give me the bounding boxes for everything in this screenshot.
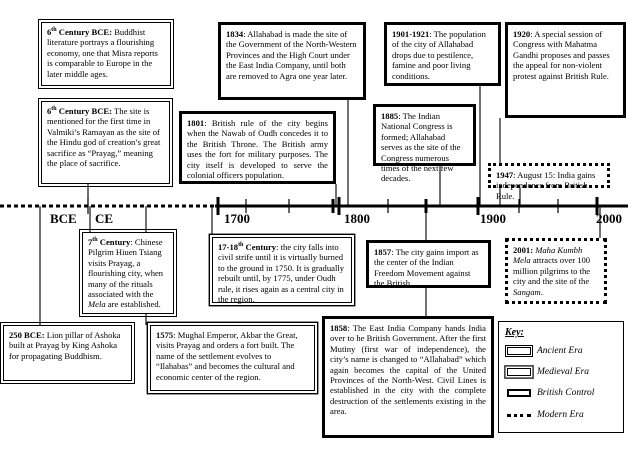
event-label: 1947: [496, 170, 514, 180]
event-6th-century-bce-ramayan: [41, 101, 170, 184]
event-1920: [505, 22, 626, 118]
axis-label-ce: CE: [95, 211, 114, 226]
axis-label-1700: 1700: [224, 211, 250, 226]
event-text: : the city falls into civil strife until it is virtually burned to the ground in 1750. It is gradually rebuilt until, by 1775, under Oudh rule, it rises again as a central city in the region.: [218, 242, 345, 305]
event-text: : The East India Company hands India over to he British Government. After the first Mutiny (first war of independence), the city’s name is changed to “Allahabad” which again becomes the capital of the United Provinces of the North-West. Civil Lines is established in the city with the complete destruction of the settlements existing in the area.: [330, 323, 486, 417]
axis-label-bce: BCE: [50, 211, 77, 226]
event-1901-1921: [384, 22, 501, 86]
legend: [498, 321, 624, 433]
event-1575: [150, 325, 315, 391]
event-text: : British rule of the city begins when the Nawab of Oudh concedes it to the British Throne. The British army uses the fort for military purposes. The city itself is developed to serve the colonial officers population.: [187, 118, 328, 181]
event-label: 1834: [226, 29, 244, 39]
event-italic: Maha Kumbh Mela: [513, 245, 583, 266]
event-6th-century-bce-economy: [41, 22, 171, 86]
event-label: 1857: [374, 247, 392, 257]
event-label: 1858: [330, 323, 348, 333]
legend-item-british: [507, 386, 594, 400]
event-label: 1801: [187, 118, 205, 128]
event-1858: [322, 316, 494, 438]
event-label: 250 BCE:: [9, 330, 45, 340]
event-1857: [366, 240, 491, 288]
axis-label-1800: 1800: [344, 211, 370, 226]
event-text: : Mughal Emperor, Akbar the Great, visits Prayag and orders a fort built. The name of the settlement evolves to “Ilahabas” and becomes the cultural and economic center of the region.: [156, 330, 298, 382]
legend-label: Ancient Era: [537, 346, 583, 356]
legend-item-medieval: [507, 365, 589, 379]
event-label: 6th Century BCE:: [47, 27, 113, 37]
event-label: 1885: [381, 111, 399, 121]
legend-item-ancient: [507, 344, 583, 358]
event-label: 17-18th Century: [218, 242, 277, 252]
event-label: 2001:: [513, 245, 534, 255]
legend-swatch-modern: [507, 414, 531, 417]
event-label: 7th Century: [88, 237, 131, 247]
event-1885: [373, 104, 476, 184]
event-text: : Allahabad is made the site of the Government of the North-Western Provinces and the High Court under the East India Company, until both are removed to Agra one year later.: [226, 29, 357, 81]
event-label: 1575: [156, 330, 174, 340]
event-17-18th-century: [212, 237, 352, 303]
event-text: : The Indian National Congress is formed; Allahabad serves as the site of the Congress numerous times of the next few decades.: [381, 111, 461, 184]
event-label: 6th Century BCE:: [47, 106, 113, 116]
event-7th-century: 7th Century: Chinese Pilgrim Hiuen Tsiang visits Prayag, a flourishing city, when many of the rituals associated with the Mela are established.: [82, 232, 174, 314]
event-label: 1920: [513, 29, 531, 39]
legend-swatch-british: [507, 389, 531, 397]
event-text: : Chinese Pilgrim Hiuen Tsiang visits Prayag, a flourishing city, when many of the rituals associated with the: [88, 237, 164, 300]
legend-label: British Control: [537, 388, 595, 398]
axis-label-2000: 2000: [596, 211, 622, 226]
legend-title: Key:: [505, 327, 524, 338]
event-1947: [488, 163, 610, 201]
legend-item-modern: [507, 408, 584, 422]
event-text: The site is mentioned for the first time in Valmiki’s Ramayan as the site of the Hindu god of creation’s great sacrifice as “Prayag,” meaning the place of sacrifice.: [47, 106, 161, 169]
event-text: attracts over 100 million pilgrims to the city and the site of the: [513, 255, 591, 287]
event-label: 1901-1921: [392, 29, 430, 39]
event-text: : August 15: India gains independence from British Rule.: [496, 170, 596, 201]
event-text: : The city gains import as the center of the Indian Freedom Movement against the British.: [374, 247, 479, 289]
event-250-bce: [3, 325, 132, 381]
axis-label-1900: 1900: [480, 211, 506, 226]
event-text: Lion pillar of Ashoka built at Prayag by King Ashoka for propagating Buddhism.: [9, 330, 121, 361]
event-text: Buddhist literature portrays a flourishing economy, one that Misra reports is comparable to Europe in the later middle ages.: [47, 27, 158, 79]
event-text: : The population of the city of Allahabad drops due to pestilence, famine and poor living conditions.: [392, 29, 486, 81]
legend-swatch-ancient: [507, 347, 531, 355]
event-text: : A special session of Congress with Mahatma Gandhi proposes and passes the appeal for non-violent protest against British Rule.: [513, 29, 610, 81]
event-1834: [218, 22, 366, 100]
legend-label: Modern Era: [537, 410, 584, 420]
legend-label: Medieval Era: [537, 367, 589, 377]
legend-swatch-medieval: [507, 368, 531, 376]
event-2001: 2001: Maha Kumbh Mela attracts over 100 million pilgrims to the city and the site of the Sangam.: [505, 238, 607, 304]
event-italic: Mela: [88, 299, 106, 310]
event-1801: [179, 111, 336, 184]
